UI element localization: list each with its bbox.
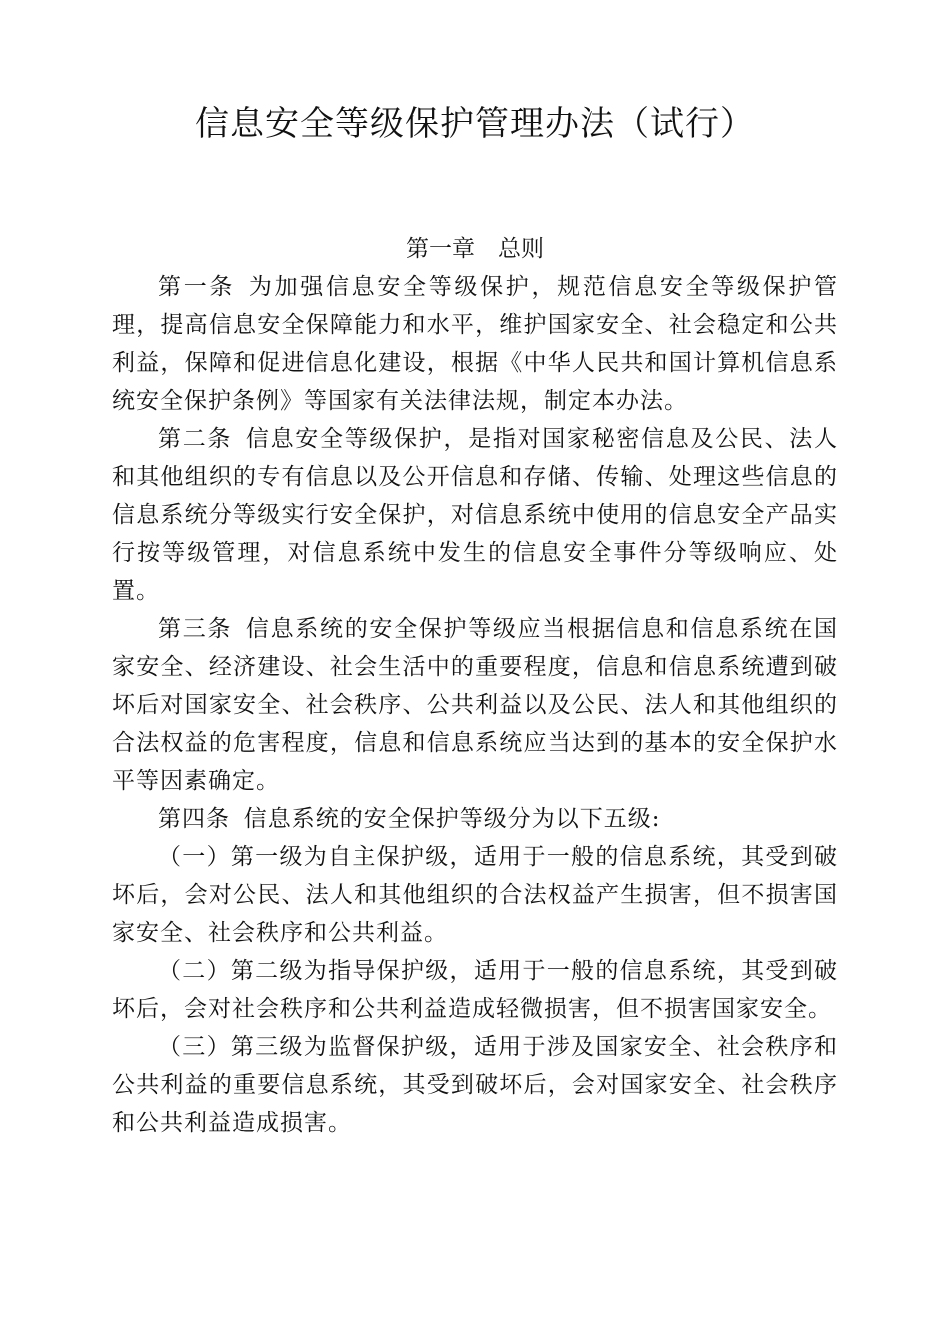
level-1: （一）第一级为自主保护级，适用于一般的信息系统，其受到破坏后，会对公民、法人和其他组织的合法权益产生损害，但不损害国家安全、社会秩序和公共利益。 xyxy=(112,844,838,946)
article-3-text: 信息系统的安全保护等级应当根据信息和信息系统在国家安全、经济建设、社会生活中的重要程度，信息和信息系统遭到破坏后对国家安全、社会秩序、公共利益以及公民、法人和其他组织的合法权益的危害程度，信息和信息系统应当达到的基本的安全保护水平等因素确定。 xyxy=(112,616,839,794)
article-1-text: 为加强信息安全等级保护，规范信息安全等级保护管理，提高信息安全保障能力和水平，维护国家安全、社会稳定和公共利益，保障和促进信息化建设，根据《中华人民共和国计算机信息系统安全保护条例》等国家有关法律法规，制定本办法。 xyxy=(112,274,839,414)
article-3-label: 第三条 xyxy=(158,616,233,642)
document-body xyxy=(112,268,838,1142)
article-2-text: 信息安全等级保护，是指对国家秘密信息及公民、法人和其他组织的专有信息以及公开信息和存储、传输、处理这些信息的信息系统分等级实行安全保护，对信息系统中使用的信息安全产品实行按等级管理，对信息系统中发生的信息安全事件分等级响应、处置。 xyxy=(112,426,839,604)
article-4-text: 信息系统的安全保护等级分为以下五级: xyxy=(243,806,661,832)
article-4 xyxy=(112,800,838,838)
level-2: （二）第二级为指导保护级，适用于一般的信息系统，其受到破坏后，会对社会秩序和公共利益造成轻微损害，但不损害国家安全。 xyxy=(112,958,838,1022)
document-title: 信息安全等级保护管理办法（试行） xyxy=(195,104,755,144)
article-2 xyxy=(112,420,838,610)
article-3 xyxy=(112,610,838,800)
article-1 xyxy=(112,268,838,420)
chapter-heading: 第一章 总则 xyxy=(406,236,544,262)
article-2-label: 第二条 xyxy=(158,426,233,452)
level-3: （三）第三级为监督保护级，适用于涉及国家安全、社会秩序和公共利益的重要信息系统，其受到破坏后，会对国家安全、社会秩序和公共利益造成损害。 xyxy=(112,1034,838,1136)
article-1-label: 第一条 xyxy=(158,274,236,300)
article-4-label: 第四条 xyxy=(158,806,230,832)
